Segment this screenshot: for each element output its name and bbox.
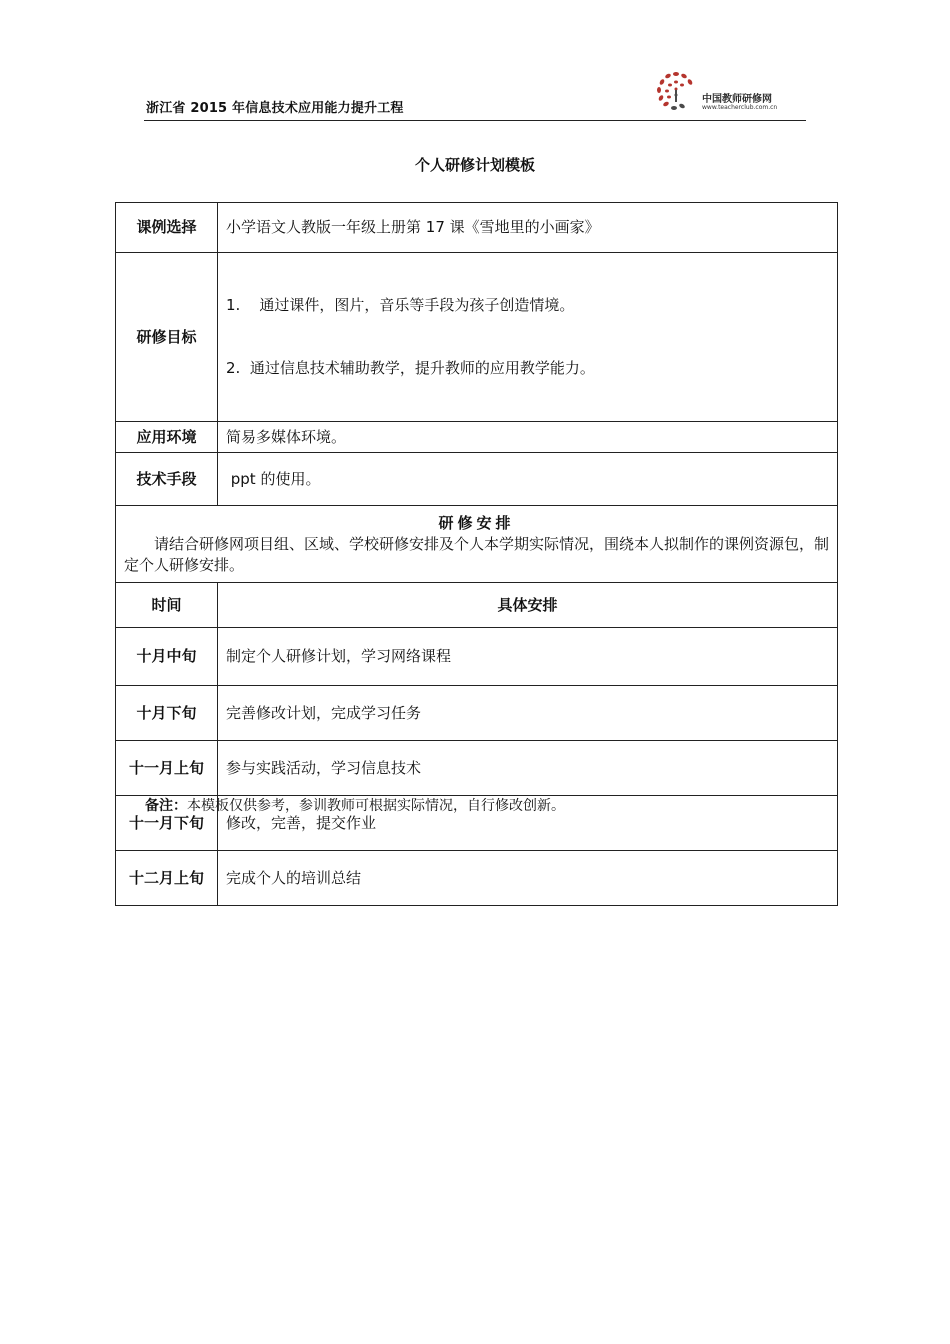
schedule-task: 参与实践活动，学习信息技术 <box>218 741 838 796</box>
header-project-title: 浙江省 2015 年信息技术应用能力提升工程 <box>146 101 404 116</box>
logo-name: 中国教师研修网 <box>702 94 772 105</box>
schedule-time: 十一月上旬 <box>116 741 218 796</box>
schedule-time: 十月下旬 <box>116 686 218 741</box>
schedule-time: 十一月下旬 <box>116 796 218 851</box>
schedule-row <box>116 741 838 796</box>
info-row-lesson <box>116 203 838 253</box>
info-value <box>218 422 838 453</box>
schedule-row <box>116 686 838 741</box>
info-line: 小学语文人教版一年级上册第 17 课《雪地里的小画家》 <box>226 218 600 236</box>
info-label: 技术手段 <box>116 453 218 506</box>
info-value <box>218 453 838 506</box>
info-label: 应用环境 <box>116 422 218 453</box>
schedule-time: 十月中旬 <box>116 628 218 686</box>
arrangement-cell <box>116 506 838 583</box>
logo-url: www.teacherclub.com.cn <box>702 104 778 111</box>
info-row-goal <box>116 253 838 422</box>
footnote-label: 备注： <box>145 798 187 814</box>
schedule-header-task: 具体安排 <box>218 583 838 628</box>
footnote <box>145 795 565 815</box>
schedule-task: 制定个人研修计划，学习网络课程 <box>218 628 838 686</box>
info-row-technique <box>116 453 838 506</box>
flower-dots-icon <box>652 68 700 114</box>
document-title: 个人研修计划模板 <box>414 156 535 174</box>
info-label: 课例选择 <box>116 203 218 253</box>
schedule-time: 十二月上旬 <box>116 851 218 906</box>
info-row-environment <box>116 422 838 453</box>
info-value <box>218 253 838 422</box>
arrangement-title: 研修安排 <box>438 513 515 532</box>
schedule-task: 完善修改计划，完成学习任务 <box>218 686 838 741</box>
info-line: 2. 通过信息技术辅助教学，提升教师的应用教学能力。 <box>226 359 595 377</box>
info-line: ppt 的使用。 <box>226 469 321 488</box>
schedule-header-row <box>116 583 838 628</box>
logo <box>652 68 792 114</box>
schedule-header-time: 时间 <box>116 583 218 628</box>
info-value <box>218 203 838 253</box>
arrangement-section <box>116 506 838 583</box>
schedule-row <box>116 851 838 906</box>
info-line: 简易多媒体环境。 <box>226 427 347 446</box>
schedule-row <box>116 628 838 686</box>
schedule-task: 完成个人的培训总结 <box>218 851 838 906</box>
info-line: 1. 通过课件，图片，音乐等手段为孩子创造情境。 <box>226 296 575 314</box>
arrangement-description: 请结合研修网项目组、区域、学校研修安排及个人本学期实际情况，围绕本人拟制作的课例资源包，制定个人研修安排。 <box>124 534 830 574</box>
schedule-task: 修改，完善，提交作业 <box>218 796 838 851</box>
info-label: 研修目标 <box>116 253 218 422</box>
footnote-text: 本模板仅供参考，参训教师可根据实际情况，自行修改创新。 <box>187 798 565 814</box>
page-header <box>144 60 806 121</box>
